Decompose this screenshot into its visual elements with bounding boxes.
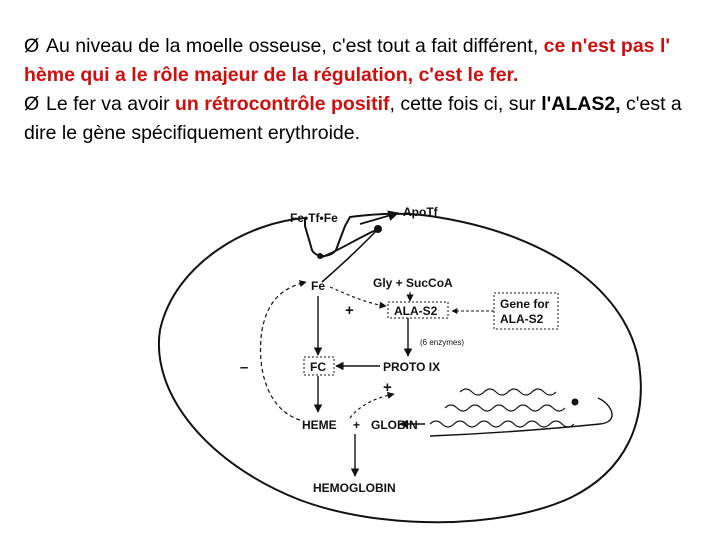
label-fe-tf-fe: Fe•Tf•Fe [290, 211, 338, 225]
line2-bold: l'ALAS2, [541, 93, 621, 115]
label-heme: HEME [302, 418, 337, 432]
line1-plain: Au niveau de la moelle osseuse, c'est tout a fait différent, [46, 35, 544, 57]
line2-plain-mid: , cette fois ci, sur [389, 93, 542, 115]
label-apotf: ApoTf [403, 205, 438, 219]
polyribosome-chain-2 [445, 405, 565, 411]
heme-feedback-dashed [261, 282, 306, 420]
label-6-enzymes: (6 enzymes) [420, 338, 465, 347]
line2-plain-start: Le fer va avoir [46, 93, 175, 115]
label-globin: GLOBIN [371, 418, 418, 432]
label-gene-for: Gene for [500, 297, 550, 311]
line2-plain-end: c'est a dire le gène spécifiquement erythroide. [24, 93, 682, 144]
iron-dot [317, 253, 323, 259]
label-alas2: ALA-S2 [394, 304, 438, 318]
sign-plus-alas2: + [345, 302, 354, 319]
label-fe: Fe [311, 279, 326, 293]
line2-red: un rétrocontrôle positif [174, 93, 390, 115]
label-plus-join: + [353, 418, 361, 432]
polyribosome-chain-3 [460, 389, 556, 395]
label-proto-ix: PROTO IX [383, 360, 441, 374]
label-gly-succoa: Gly + SucCoA [373, 276, 453, 290]
endosome-path [320, 230, 376, 258]
polyribosome-chain-1 [430, 421, 574, 427]
label-gene-alas2: ALA-S2 [500, 312, 544, 326]
arrow-bullet-icon: Ø [24, 93, 40, 115]
arrow-bullet-icon: Ø [24, 35, 40, 57]
mrna-strand [430, 398, 612, 436]
label-fc: FC [310, 360, 326, 374]
ribosome-dot [572, 399, 579, 406]
sign-minus-fc: – [240, 359, 249, 376]
sign-plus-proto: + [383, 379, 392, 396]
label-hemoglobin: HEMOGLOBIN [313, 481, 396, 495]
heme-positive-dashed [350, 394, 394, 418]
line1-red: ce n'est pas l' hème qui a le rôle majeur de la régulation, c'est le fer. [24, 35, 671, 86]
